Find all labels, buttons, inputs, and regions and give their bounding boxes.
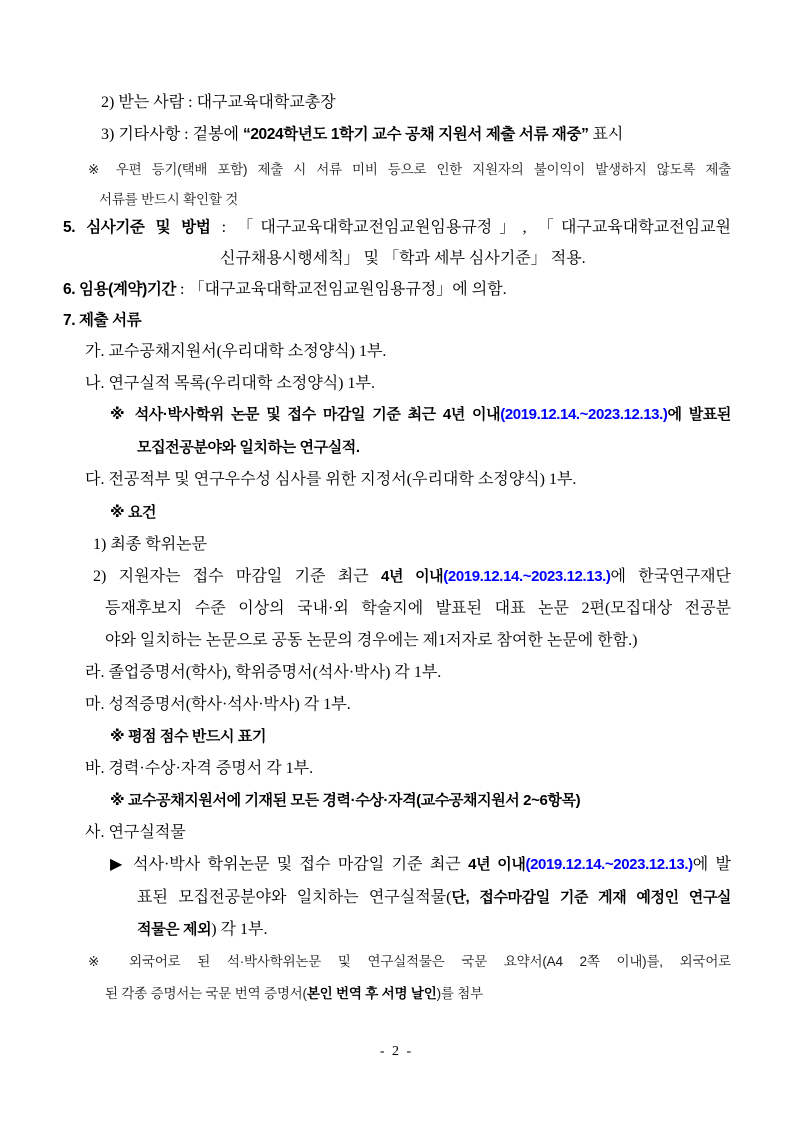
item-ma: 마. 성적증명서(학사·석사·박사) 각 1부.	[85, 696, 351, 713]
note-career: ※ 교수공채지원서에 기재된 모든 경력·수상·자격(교수공채지원서 2~6항목)	[110, 792, 581, 809]
recipient-line	[101, 93, 336, 113]
date-range: (2019.12.14.~2023.12.13.)	[525, 856, 693, 873]
note-research-period-2: 모집전공분야와 일치하는 연구실적.	[137, 439, 360, 456]
recipient-text: 2) 받는 사람 : 대구교육대학교총장	[101, 94, 336, 111]
bullet-line-1: ▶ 석사·박사 학위논문 및 접수 마감일 기준 최근 4년 이내(2019.12.14.~2023.12.13.)에 발	[110, 856, 732, 873]
section-6-line: 6. 임용(계약)기간 : 「대구교육대학교전임교원임용규정」에 의함.	[63, 281, 507, 298]
postal-caution-line-2: 서류를 반드시 확인할 것	[99, 192, 239, 207]
requirement-1: 1) 최종 학위논문	[93, 536, 208, 553]
requirement-2-line-2: 등재후보지 수준 이상의 국내·외 학술지에 발표된 대표 논문 2편(모집대상 전공분	[105, 600, 731, 617]
section-5-title: 5. 심사기준 및 방법	[63, 219, 211, 236]
item-ra: 라. 졸업증명서(학사), 학위증명서(석사·박사) 각 1부.	[85, 664, 442, 681]
item-da: 다. 전공적부 및 연구우수성 심사를 위한 지정서(우리대학 소정양식) 1부.	[85, 471, 577, 488]
item-na: 나. 연구실적 목록(우리대학 소정양식) 1부.	[85, 375, 375, 392]
foreign-docs-note-2: 된 각종 증명서는 국문 번역 증명서(본인 번역 후 서명 날인)를 첨부	[105, 986, 483, 1001]
note-gpa: ※ 평점 점수 반드시 표기	[110, 728, 267, 745]
bullet-line-3: 적물은 제외) 각 1부.	[137, 921, 268, 938]
postal-caution-line-1: ※ 우편 등기(택배 포함) 제출 시 서류 미비 등으로 인한 지원자의 불이익이 발생하지 않도록 제출	[88, 162, 731, 177]
date-range: (2019.12.14.~2023.12.13.)	[500, 406, 668, 423]
section-5-continuation: 신규채용시행세칙」 및 「학과 세부 심사기준」 적용.	[220, 250, 586, 267]
bullet-line-2: 표된 모집전공분야와 일치하는 연구실적물(단, 접수마감일 기준 게재 예정인 연구실	[137, 889, 732, 906]
envelope-marking-text: “2024학년도 1학기 교수 공채 지원서 제출 서류 재중”	[242, 126, 589, 143]
requirement-2-line-1: 2) 지원자는 접수 마감일 기준 최근 4년 이내(2019.12.14.~2023.12.13.)에 한국연구재단	[93, 568, 731, 585]
section-7-title: 7. 제출 서류	[63, 312, 142, 329]
translation-sign-emphasis: 본인 번역 후 서명 날인	[306, 986, 437, 1001]
item-ba: 바. 경력·수상·자격 증명서 각 1부.	[85, 760, 314, 777]
section-6-title: 6. 임용(계약)기간	[63, 281, 176, 298]
note-requirements: ※ 요건	[110, 504, 157, 521]
foreign-docs-note-1: ※ 외국어로 된 석·박사학위논문 및 연구실적물은 국문 요약서(A4 2쪽 이내)를, 외국어로	[88, 954, 731, 969]
item-ga: 가. 교수공채지원서(우리대학 소정양식) 1부.	[85, 343, 387, 360]
item-sa: 사. 연구실적물	[85, 824, 186, 841]
date-range: (2019.12.14.~2023.12.13.)	[443, 568, 611, 585]
misc-note-line: 3) 기타사항 : 겉봉에 “2024학년도 1학기 교수 공채 지원서 제출 서류 재중” 표시	[101, 126, 624, 143]
page-number: - 2 -	[379, 1044, 414, 1059]
note-research-period-1: ※ 석사·박사학위 논문 및 접수 마감일 기준 최근 4년 이내(2019.12.14.~2023.12.13.)에 발표된	[110, 406, 731, 423]
section-5-heading-line: 5. 심사기준 및 방법 : 「대구교육대학교전임교원임용규정」, 「대구교육대학교전임교원	[63, 219, 731, 236]
requirement-2-line-3: 야와 일치하는 논문으로 공동 논문의 경우에는 제1저자로 참여한 논문에 한함.)	[105, 632, 638, 649]
